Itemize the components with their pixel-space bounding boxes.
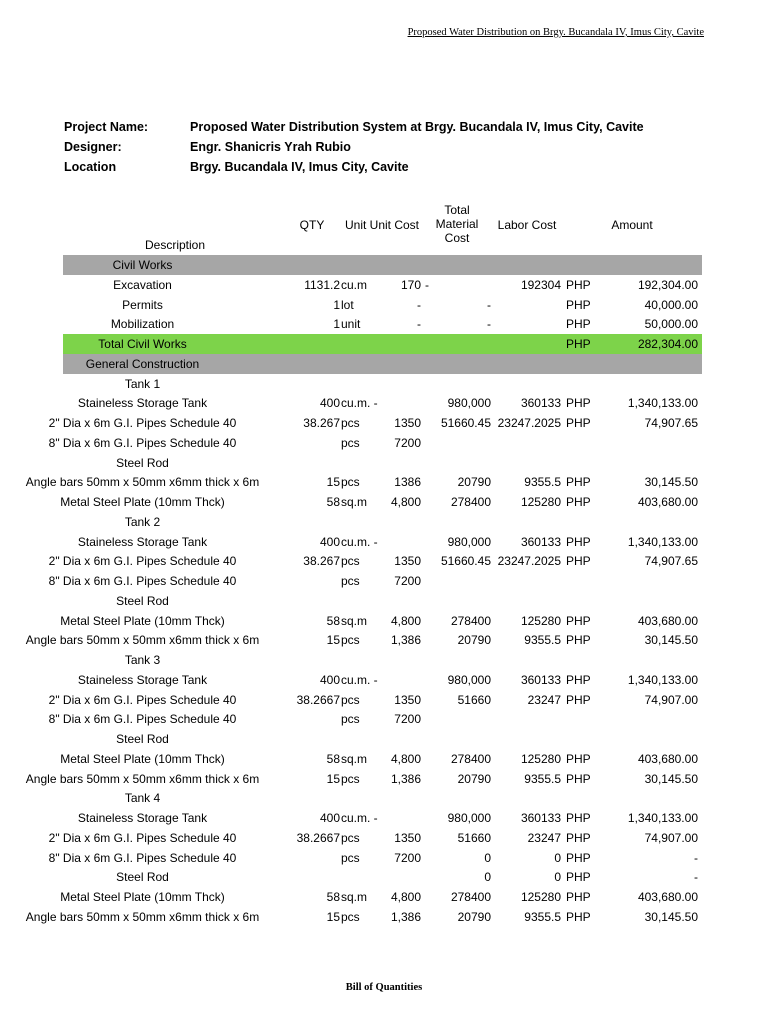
cell-amt: 30,145.50 — [644, 909, 698, 924]
table-row — [0, 611, 768, 631]
cell-mat — [433, 433, 491, 453]
cell-mat: 51660 — [457, 692, 491, 707]
cell-description: Tank 2 — [124, 514, 161, 529]
table-row — [0, 314, 768, 334]
cell-lab: 9355.5 — [524, 475, 561, 490]
cell-dash — [425, 630, 433, 650]
cell-dash — [425, 808, 433, 828]
cell-lab: 9355.5 — [524, 633, 561, 648]
cell-amt: 30,145.50 — [644, 771, 698, 786]
cell-lab: 125280 — [520, 495, 561, 509]
cell-mat: 278400 — [450, 751, 491, 766]
cell-dash: - — [425, 277, 429, 292]
cell-qty: 58 — [326, 890, 340, 904]
cell-amt: 50,000.00 — [644, 317, 698, 332]
table-row — [0, 492, 768, 512]
cell-unit: pcs — [341, 435, 360, 450]
cell-dash — [425, 611, 433, 631]
cell-description: Angle bars 50mm x 50mm x6mm thick x 6m — [25, 633, 260, 648]
cell-amt: 1,340,133.00 — [627, 534, 698, 549]
cell-unit: sq.m — [341, 495, 368, 509]
cell-unit: cu.m. - — [341, 396, 378, 411]
cell-cur: PHP — [566, 633, 591, 648]
cell-dash — [425, 393, 433, 413]
table-row — [0, 413, 768, 433]
cell-cur: PHP — [566, 277, 591, 292]
cell-uc: 7200 — [394, 712, 421, 727]
cell-uc: 1350 — [394, 554, 421, 569]
cell-cur: PHP — [566, 534, 591, 549]
cell-amt: 403,680.00 — [637, 890, 698, 904]
cell-mat: 20790 — [457, 771, 491, 786]
table-row — [0, 887, 768, 907]
cell-mat: 0 — [484, 850, 491, 865]
cell-mat: 278400 — [450, 495, 491, 509]
section-header-row — [0, 255, 768, 275]
cell-description: Tank 4 — [124, 791, 161, 806]
cell-mat: 20790 — [457, 909, 491, 924]
cell-uc: 1,386 — [390, 909, 421, 924]
cell-mat: 278400 — [450, 613, 491, 628]
cell-cur: PHP — [566, 416, 591, 430]
cell-mat — [433, 709, 491, 729]
cell-dash — [425, 769, 433, 789]
cell-qty — [285, 848, 340, 868]
cell-lab: 23247 — [527, 692, 561, 707]
cell-qty: 15 — [326, 633, 340, 648]
cell-amt: 403,680.00 — [637, 751, 698, 766]
table-row — [0, 433, 768, 453]
table-row — [0, 295, 768, 315]
cell-uc: 4,800 — [390, 613, 421, 628]
cell-lab — [491, 433, 561, 453]
cell-qty: 58 — [326, 495, 340, 509]
table-row — [0, 690, 768, 710]
cell-uc: 1,386 — [390, 771, 421, 786]
cell-cur: PHP — [566, 751, 591, 766]
cell-unit: cu.m. - — [341, 672, 378, 687]
cell-description: Staineless Storage Tank — [77, 534, 208, 549]
document-footer: Bill of Quantities — [345, 982, 423, 993]
cell-amt: 282,304.00 — [637, 337, 698, 351]
cell-description: 2" Dia x 6m G.I. Pipes Schedule 40 — [48, 692, 237, 707]
cell-cur: PHP — [566, 850, 591, 865]
cell-uc: 7200 — [394, 574, 421, 588]
table-row — [0, 749, 768, 769]
cell-mat: 0 — [484, 870, 491, 885]
cell-uc: 1,386 — [390, 633, 421, 648]
cell-lab: 125280 — [520, 751, 561, 766]
cell-uc: - — [417, 297, 421, 312]
cell-mat — [433, 275, 491, 295]
cell-amt: - — [694, 850, 698, 865]
cell-lab: 360133 — [520, 672, 561, 687]
cell-qty: 15 — [326, 909, 340, 924]
cell-amt: 74,907.65 — [644, 554, 698, 569]
cell-description: Angle bars 50mm x 50mm x6mm thick x 6m — [25, 771, 260, 786]
table-row — [0, 374, 768, 394]
cell-qty: 400 — [319, 672, 340, 687]
cell-qty: 38.2667 — [296, 692, 340, 707]
cell-mat: 980,000 — [447, 811, 491, 825]
cell-description: 8" Dia x 6m G.I. Pipes Schedule 40 — [48, 574, 237, 588]
cell-mat: 20790 — [457, 475, 491, 490]
cell-unit: pcs — [341, 771, 360, 786]
cell-description: Staineless Storage Tank — [77, 811, 208, 825]
cell-description: Metal Steel Plate (10mm Thck) — [60, 890, 225, 904]
cell-description: Steel Rod — [116, 455, 169, 470]
cell-cur: PHP — [566, 870, 591, 885]
table-row — [0, 571, 768, 591]
cell-description: Metal Steel Plate (10mm Thck) — [60, 613, 225, 628]
table-row — [0, 729, 768, 749]
cell-uc: 4,800 — [390, 751, 421, 766]
cell-qty: 15 — [326, 475, 340, 490]
cell-description: Angle bars 50mm x 50mm x6mm thick x 6m — [25, 475, 260, 490]
cell-cur: PHP — [566, 475, 591, 490]
table-row — [0, 512, 768, 532]
table-row — [0, 453, 768, 473]
cell-lab: 9355.5 — [524, 771, 561, 786]
cell-dash — [425, 571, 433, 591]
cell-uc: 7200 — [394, 435, 421, 450]
cell-dash — [425, 670, 433, 690]
cell-qty: 1 — [333, 317, 340, 332]
table-row — [0, 769, 768, 789]
cell-lab: 23247.2025 — [497, 554, 561, 569]
col-header-description: Description — [144, 238, 206, 252]
cell-cur: PHP — [566, 830, 591, 845]
cell-qty: 38.267 — [303, 416, 340, 430]
cell-lab: 125280 — [520, 613, 561, 628]
cell-description: Metal Steel Plate (10mm Thck) — [60, 495, 225, 509]
cell-description: Permits — [122, 297, 163, 312]
cell-description: Steel Rod — [116, 732, 169, 746]
col-header-qty: QTY — [299, 218, 325, 232]
cell-mat: 20790 — [457, 633, 491, 648]
cell-lab — [491, 295, 561, 315]
cell-unit: pcs — [341, 692, 360, 707]
col-header-unit-cost: Unit Unit Cost — [344, 218, 420, 232]
cell-amt: 403,680.00 — [637, 613, 698, 628]
cell-dash — [425, 413, 433, 433]
cell-unit: pcs — [341, 633, 360, 648]
cell-dash — [425, 472, 433, 492]
cell-unit — [341, 867, 381, 887]
cell-cur: PHP — [566, 337, 591, 351]
cell-dash — [425, 492, 433, 512]
table-row — [0, 532, 768, 552]
cell-mat: 51660.45 — [440, 554, 491, 569]
cell-uc: 1386 — [394, 475, 421, 490]
cell-lab: 360133 — [520, 534, 561, 549]
cell-lab: 0 — [554, 870, 561, 885]
cell-cur: PHP — [566, 890, 591, 904]
cell-dash — [425, 848, 433, 868]
cell-description: 2" Dia x 6m G.I. Pipes Schedule 40 — [48, 830, 237, 845]
cell-lab: 125280 — [520, 890, 561, 904]
cell-amt — [606, 571, 698, 591]
cell-uc: 4,800 — [390, 495, 421, 509]
cell-dash — [425, 551, 433, 571]
project-name-value: Proposed Water Distribution System at Brgy. Bucandala IV, Imus City, Cavite — [190, 120, 644, 134]
cell-cur: PHP — [566, 672, 591, 687]
cell-lab: 23247 — [527, 830, 561, 845]
cell-dash — [425, 749, 433, 769]
cell-cur — [566, 433, 606, 453]
cell-uc — [381, 808, 421, 828]
table-row — [0, 709, 768, 729]
cell-dash — [425, 532, 433, 552]
cell-uc: 1350 — [394, 416, 421, 430]
cell-amt: 1,340,133.00 — [627, 396, 698, 411]
cell-dash — [425, 887, 433, 907]
cell-description: Steel Rod — [116, 593, 169, 608]
designer-value: Engr. Shanicris Yrah Rubio — [190, 140, 351, 154]
cell-unit: lot — [341, 297, 354, 312]
cell-amt: 40,000.00 — [644, 297, 698, 312]
cell-qty: 58 — [326, 613, 340, 628]
cell-unit: pcs — [341, 416, 360, 430]
cell-cur: PHP — [566, 771, 591, 786]
cell-dash — [425, 690, 433, 710]
cell-unit: cu.m — [341, 277, 368, 292]
table-row — [0, 808, 768, 828]
cell-lab — [491, 709, 561, 729]
cell-description: 2" Dia x 6m G.I. Pipes Schedule 40 — [48, 416, 237, 430]
cell-qty: 38.267 — [303, 554, 340, 569]
cell-lab: 0 — [554, 850, 561, 865]
cell-amt: 1,340,133.00 — [627, 672, 698, 687]
cell-qty: 1 — [333, 297, 340, 312]
cell-unit: pcs — [341, 574, 360, 588]
cell-unit: pcs — [341, 475, 360, 490]
cell-unit: pcs — [341, 554, 360, 569]
document-header-title: Proposed Water Distribution on Brgy. Bucandala IV, Imus City, Cavite — [407, 27, 704, 38]
table-row — [0, 630, 768, 650]
cell-description: Mobilization — [110, 317, 175, 332]
cell-description: Excavation — [113, 277, 172, 292]
cell-amt: 30,145.50 — [644, 475, 698, 490]
cell-description: 8" Dia x 6m G.I. Pipes Schedule 40 — [48, 435, 237, 450]
cell-qty: 15 — [326, 771, 340, 786]
cell-uc: 4,800 — [390, 890, 421, 904]
cell-mat — [433, 571, 491, 591]
cell-unit: sq.m — [341, 890, 368, 904]
table-row — [0, 393, 768, 413]
cell-cur: PHP — [566, 297, 591, 312]
cell-description: 8" Dia x 6m G.I. Pipes Schedule 40 — [48, 850, 237, 865]
cell-cur: PHP — [566, 317, 591, 332]
cell-amt: 30,145.50 — [644, 633, 698, 648]
cell-qty — [285, 709, 340, 729]
cell-cur: PHP — [566, 396, 591, 411]
cell-amt — [606, 433, 698, 453]
cell-uc — [381, 393, 421, 413]
cell-amt: 74,907.00 — [644, 692, 698, 707]
cell-mat: 980,000 — [447, 534, 491, 549]
cell-dash — [425, 709, 433, 729]
cell-uc: - — [417, 317, 421, 332]
cell-unit: cu.m. - — [341, 811, 378, 825]
cell-unit: pcs — [341, 712, 360, 727]
table-row — [0, 867, 768, 887]
cell-unit: cu.m. - — [341, 534, 378, 549]
cell-dash — [425, 907, 433, 927]
table-row — [0, 828, 768, 848]
cell-amt: 74,907.65 — [644, 416, 698, 430]
cell-lab: 23247.2025 — [497, 416, 561, 430]
cell-description: Tank 1 — [124, 376, 161, 391]
cell-amt — [606, 709, 698, 729]
cell-amt: - — [694, 870, 698, 885]
cell-mat: 278400 — [450, 890, 491, 904]
col-header-labor-cost: Labor Cost — [497, 218, 557, 232]
cell-lab: 360133 — [520, 811, 561, 825]
cell-amt: 1,340,133.00 — [627, 811, 698, 825]
cell-mat: 980,000 — [447, 396, 491, 411]
cell-lab: 192304 — [520, 277, 561, 292]
cell-cur: PHP — [566, 909, 591, 924]
cell-description: General Construction — [85, 356, 200, 371]
cell-qty — [285, 571, 340, 591]
cell-cur: PHP — [566, 692, 591, 707]
cell-uc — [381, 670, 421, 690]
cell-qty — [285, 867, 340, 887]
cell-description: Civil Works — [112, 258, 173, 272]
cell-dash — [425, 867, 433, 887]
cell-qty: 400 — [319, 534, 340, 549]
cell-lab: 360133 — [520, 396, 561, 411]
table-row — [0, 275, 768, 295]
cell-unit: pcs — [341, 909, 360, 924]
cell-uc — [381, 532, 421, 552]
cell-description: Metal Steel Plate (10mm Thck) — [60, 751, 225, 766]
cell-uc: 170 — [400, 277, 421, 292]
table-row — [0, 551, 768, 571]
cell-dash — [425, 295, 433, 315]
section-header-row — [0, 354, 768, 374]
cell-unit: pcs — [341, 830, 360, 845]
cell-description: Steel Rod — [116, 870, 169, 885]
cell-lab — [491, 314, 561, 334]
cell-mat: - — [487, 297, 491, 312]
cell-lab: 9355.5 — [524, 909, 561, 924]
table-row — [0, 650, 768, 670]
cell-amt: 74,907.00 — [644, 830, 698, 845]
table-row — [0, 907, 768, 927]
cell-dash — [425, 433, 433, 453]
table-row — [0, 591, 768, 611]
cell-uc: 1350 — [394, 692, 421, 707]
cell-cur — [566, 571, 606, 591]
location-label: Location — [64, 160, 117, 174]
cell-qty: 400 — [319, 396, 340, 411]
col-header-amount: Amount — [611, 218, 653, 232]
cell-amt: 403,680.00 — [637, 495, 698, 509]
cell-description: Staineless Storage Tank — [77, 672, 208, 687]
cell-cur: PHP — [566, 554, 591, 569]
project-name-label: Project Name: — [64, 120, 149, 134]
cell-qty: 400 — [319, 811, 340, 825]
total-row — [0, 334, 768, 354]
cell-uc: 1350 — [394, 830, 421, 845]
cell-cur: PHP — [566, 495, 591, 509]
cell-cur: PHP — [566, 811, 591, 825]
cell-unit: sq.m — [341, 613, 368, 628]
cell-amt: 192,304.00 — [637, 277, 698, 292]
table-row — [0, 788, 768, 808]
cell-dash — [425, 314, 433, 334]
cell-description: Angle bars 50mm x 50mm x6mm thick x 6m — [25, 909, 260, 924]
cell-description: Staineless Storage Tank — [77, 396, 208, 411]
cell-lab — [491, 571, 561, 591]
cell-qty: 38.2667 — [296, 830, 340, 845]
cell-unit: pcs — [341, 850, 360, 865]
cell-description: 8" Dia x 6m G.I. Pipes Schedule 40 — [48, 712, 237, 727]
cell-unit: unit — [341, 317, 361, 332]
table-row — [0, 848, 768, 868]
cell-description: Tank 3 — [124, 653, 161, 667]
cell-description: Total Civil Works — [98, 337, 187, 351]
cell-mat: - — [487, 317, 491, 332]
cell-cur: PHP — [566, 613, 591, 628]
cell-dash — [425, 828, 433, 848]
cell-description: 2" Dia x 6m G.I. Pipes Schedule 40 — [48, 554, 237, 569]
cell-uc — [381, 867, 421, 887]
cell-mat: 51660 — [457, 830, 491, 845]
table-row — [0, 472, 768, 492]
cell-cur — [566, 709, 606, 729]
cell-qty: 1131.2 — [304, 277, 340, 292]
table-row — [0, 670, 768, 690]
cell-mat: 980,000 — [447, 672, 491, 687]
cell-mat: 51660.45 — [440, 416, 491, 430]
location-value: Brgy. Bucandala IV, Imus City, Cavite — [190, 160, 409, 174]
cell-qty: 58 — [326, 751, 340, 766]
cell-qty — [285, 433, 340, 453]
col-header-material-cost: Total Material Cost — [435, 203, 479, 245]
designer-label: Designer: — [64, 140, 122, 154]
cell-unit: sq.m — [341, 751, 368, 766]
cell-uc: 7200 — [394, 850, 421, 865]
